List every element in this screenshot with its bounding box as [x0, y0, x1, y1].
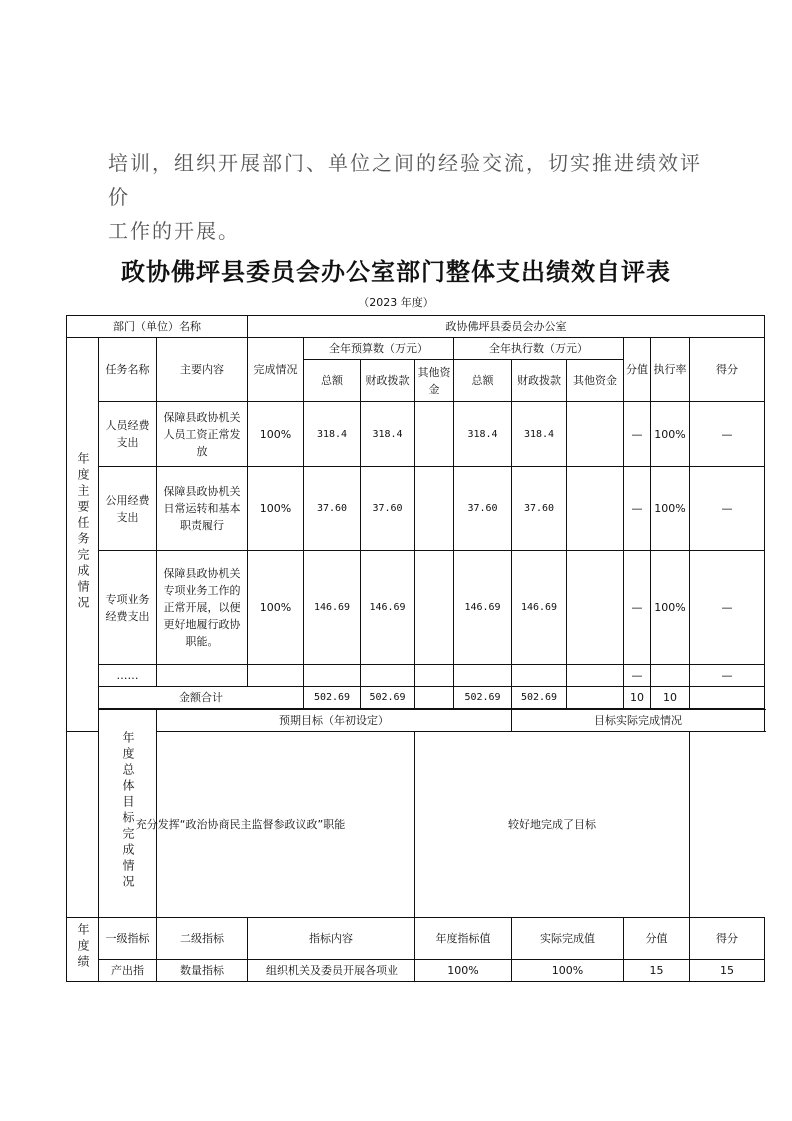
task-name: 人员经费支出 — [99, 402, 157, 467]
indicator-actual: 100% — [512, 960, 624, 982]
header-score: 得分 — [690, 338, 765, 402]
task-budget-total: 37.60 — [304, 467, 361, 551]
table-row — [67, 467, 765, 551]
task-content: 保障县政协机关日常运转和基本职责履行 — [157, 467, 248, 551]
indicator-header-row — [67, 918, 765, 960]
indicator-header-score-value: 分值 — [624, 918, 690, 960]
header-exec-total: 总额 — [454, 360, 512, 402]
section-label-indicators: 年度绩 — [67, 918, 99, 982]
task-budget-fiscal: 37.60 — [361, 467, 415, 551]
indicator-header-target: 年度指标值 — [415, 918, 512, 960]
task-content: 保障县政协机关专项业务工作的正常开展，以便更好地履行政协职能。 — [157, 551, 248, 665]
total-score-value: 10 — [624, 687, 651, 709]
dept-label: 部门（单位）名称 — [67, 316, 248, 338]
task-completion: 100% — [248, 402, 304, 467]
header-task-name: 任务名称 — [99, 338, 157, 402]
task-exec-total: 146.69 — [454, 551, 512, 665]
goal-actual-text: 较好地完成了目标 — [415, 732, 690, 918]
header-score-value: 分值 — [624, 338, 651, 402]
dept-row — [67, 316, 765, 338]
task-budget-other — [415, 551, 454, 665]
goal-actual-label: 目标实际完成情况 — [512, 710, 765, 732]
task-exec-fiscal: 318.4 — [512, 402, 567, 467]
indicator-header-content: 指标内容 — [248, 918, 415, 960]
section-label-tasks: 年度主要任务完成情况 — [67, 338, 99, 732]
header-row-1 — [67, 338, 765, 360]
goal-expected-label: 预期目标（年初设定） — [157, 710, 512, 732]
goal-content-row — [67, 732, 765, 918]
dept-value: 政协佛坪县委员会办公室 — [248, 316, 765, 338]
intro-line-1: 培训，组织开展部门、单位之间的经验交流，切实推进绩效评价 — [108, 151, 702, 209]
indicator-header-actual: 实际完成值 — [512, 918, 624, 960]
task-exec-other — [567, 467, 624, 551]
goal-expected-text: 充分发挥“政治协商民主监督参政议政”职能 — [67, 732, 415, 918]
header-budget-fiscal: 财政拨款 — [361, 360, 415, 402]
task-exec-fiscal: 37.60 — [512, 467, 567, 551]
document-subtitle: （2023 年度） — [358, 296, 434, 309]
indicator-row — [67, 960, 765, 982]
section-label-goals: 年度总体目标完成情况 — [99, 710, 157, 918]
header-budget-other: 其他资金 — [415, 360, 454, 402]
task-exec-other — [567, 402, 624, 467]
task-budget-total: 318.4 — [304, 402, 361, 467]
task-exec-other — [567, 551, 624, 665]
ellipsis-row — [67, 665, 765, 687]
total-row — [67, 687, 765, 709]
indicator-header-score: 得分 — [690, 918, 765, 960]
indicator-level1: 产出指 — [99, 960, 157, 982]
total-exec-total: 502.69 — [454, 687, 512, 709]
indicator-header-level1: 一级指标 — [99, 918, 157, 960]
indicator-content: 组织机关及委员开展各项业 — [248, 960, 415, 982]
task-budget-fiscal: 318.4 — [361, 402, 415, 467]
ellipsis-score: — — [690, 665, 765, 687]
task-score-value: — — [624, 467, 651, 551]
total-budget-fiscal: 502.69 — [361, 687, 415, 709]
indicator-header-level2: 二级指标 — [157, 918, 248, 960]
self-evaluation-table — [66, 315, 765, 982]
document-title: 政协佛坪县委员会办公室部门整体支出绩效自评表 — [121, 258, 671, 286]
table-row — [67, 402, 765, 467]
task-budget-other — [415, 467, 454, 551]
intro-paragraph — [108, 146, 708, 248]
task-score: — — [690, 467, 765, 551]
task-completion: 100% — [248, 467, 304, 551]
indicator-score-value: 15 — [624, 960, 690, 982]
header-exec-rate: 执行率 — [651, 338, 690, 402]
header-budget-group: 全年预算数（万元） — [304, 338, 454, 360]
indicator-score: 15 — [690, 960, 765, 982]
table-row — [67, 551, 765, 665]
task-completion: 100% — [248, 551, 304, 665]
task-score: — — [690, 551, 765, 665]
total-exec-rate: 10 — [651, 687, 690, 709]
indicator-target: 100% — [415, 960, 512, 982]
task-exec-rate: 100% — [651, 467, 690, 551]
indicator-level2: 数量指标 — [157, 960, 248, 982]
task-exec-total: 37.60 — [454, 467, 512, 551]
task-exec-rate: 100% — [651, 402, 690, 467]
goal-header-row — [67, 710, 765, 732]
header-completion: 完成情况 — [248, 338, 304, 402]
task-name: 公用经费支出 — [99, 467, 157, 551]
task-budget-fiscal: 146.69 — [361, 551, 415, 665]
intro-line-2: 工作的开展。 — [108, 219, 240, 243]
ellipsis-score-value: — — [624, 665, 651, 687]
task-score-value: — — [624, 551, 651, 665]
total-label: 金额合计 — [99, 687, 304, 709]
task-name: 专项业务经费支出 — [99, 551, 157, 665]
task-score-value: — — [624, 402, 651, 467]
total-exec-fiscal: 502.69 — [512, 687, 567, 709]
task-score: — — [690, 402, 765, 467]
task-exec-fiscal: 146.69 — [512, 551, 567, 665]
header-budget-total: 总额 — [304, 360, 361, 402]
header-exec-other: 其他资金 — [567, 360, 624, 402]
task-exec-total: 318.4 — [454, 402, 512, 467]
task-content: 保障县政协机关人员工资正常发放 — [157, 402, 248, 467]
task-budget-total: 146.69 — [304, 551, 361, 665]
header-exec-fiscal: 财政拨款 — [512, 360, 567, 402]
total-budget-total: 502.69 — [304, 687, 361, 709]
task-exec-rate: 100% — [651, 551, 690, 665]
task-budget-other — [415, 402, 454, 467]
header-main-content: 主要内容 — [157, 338, 248, 402]
header-exec-group: 全年执行数（万元） — [454, 338, 624, 360]
ellipsis-name: …… — [99, 665, 157, 687]
